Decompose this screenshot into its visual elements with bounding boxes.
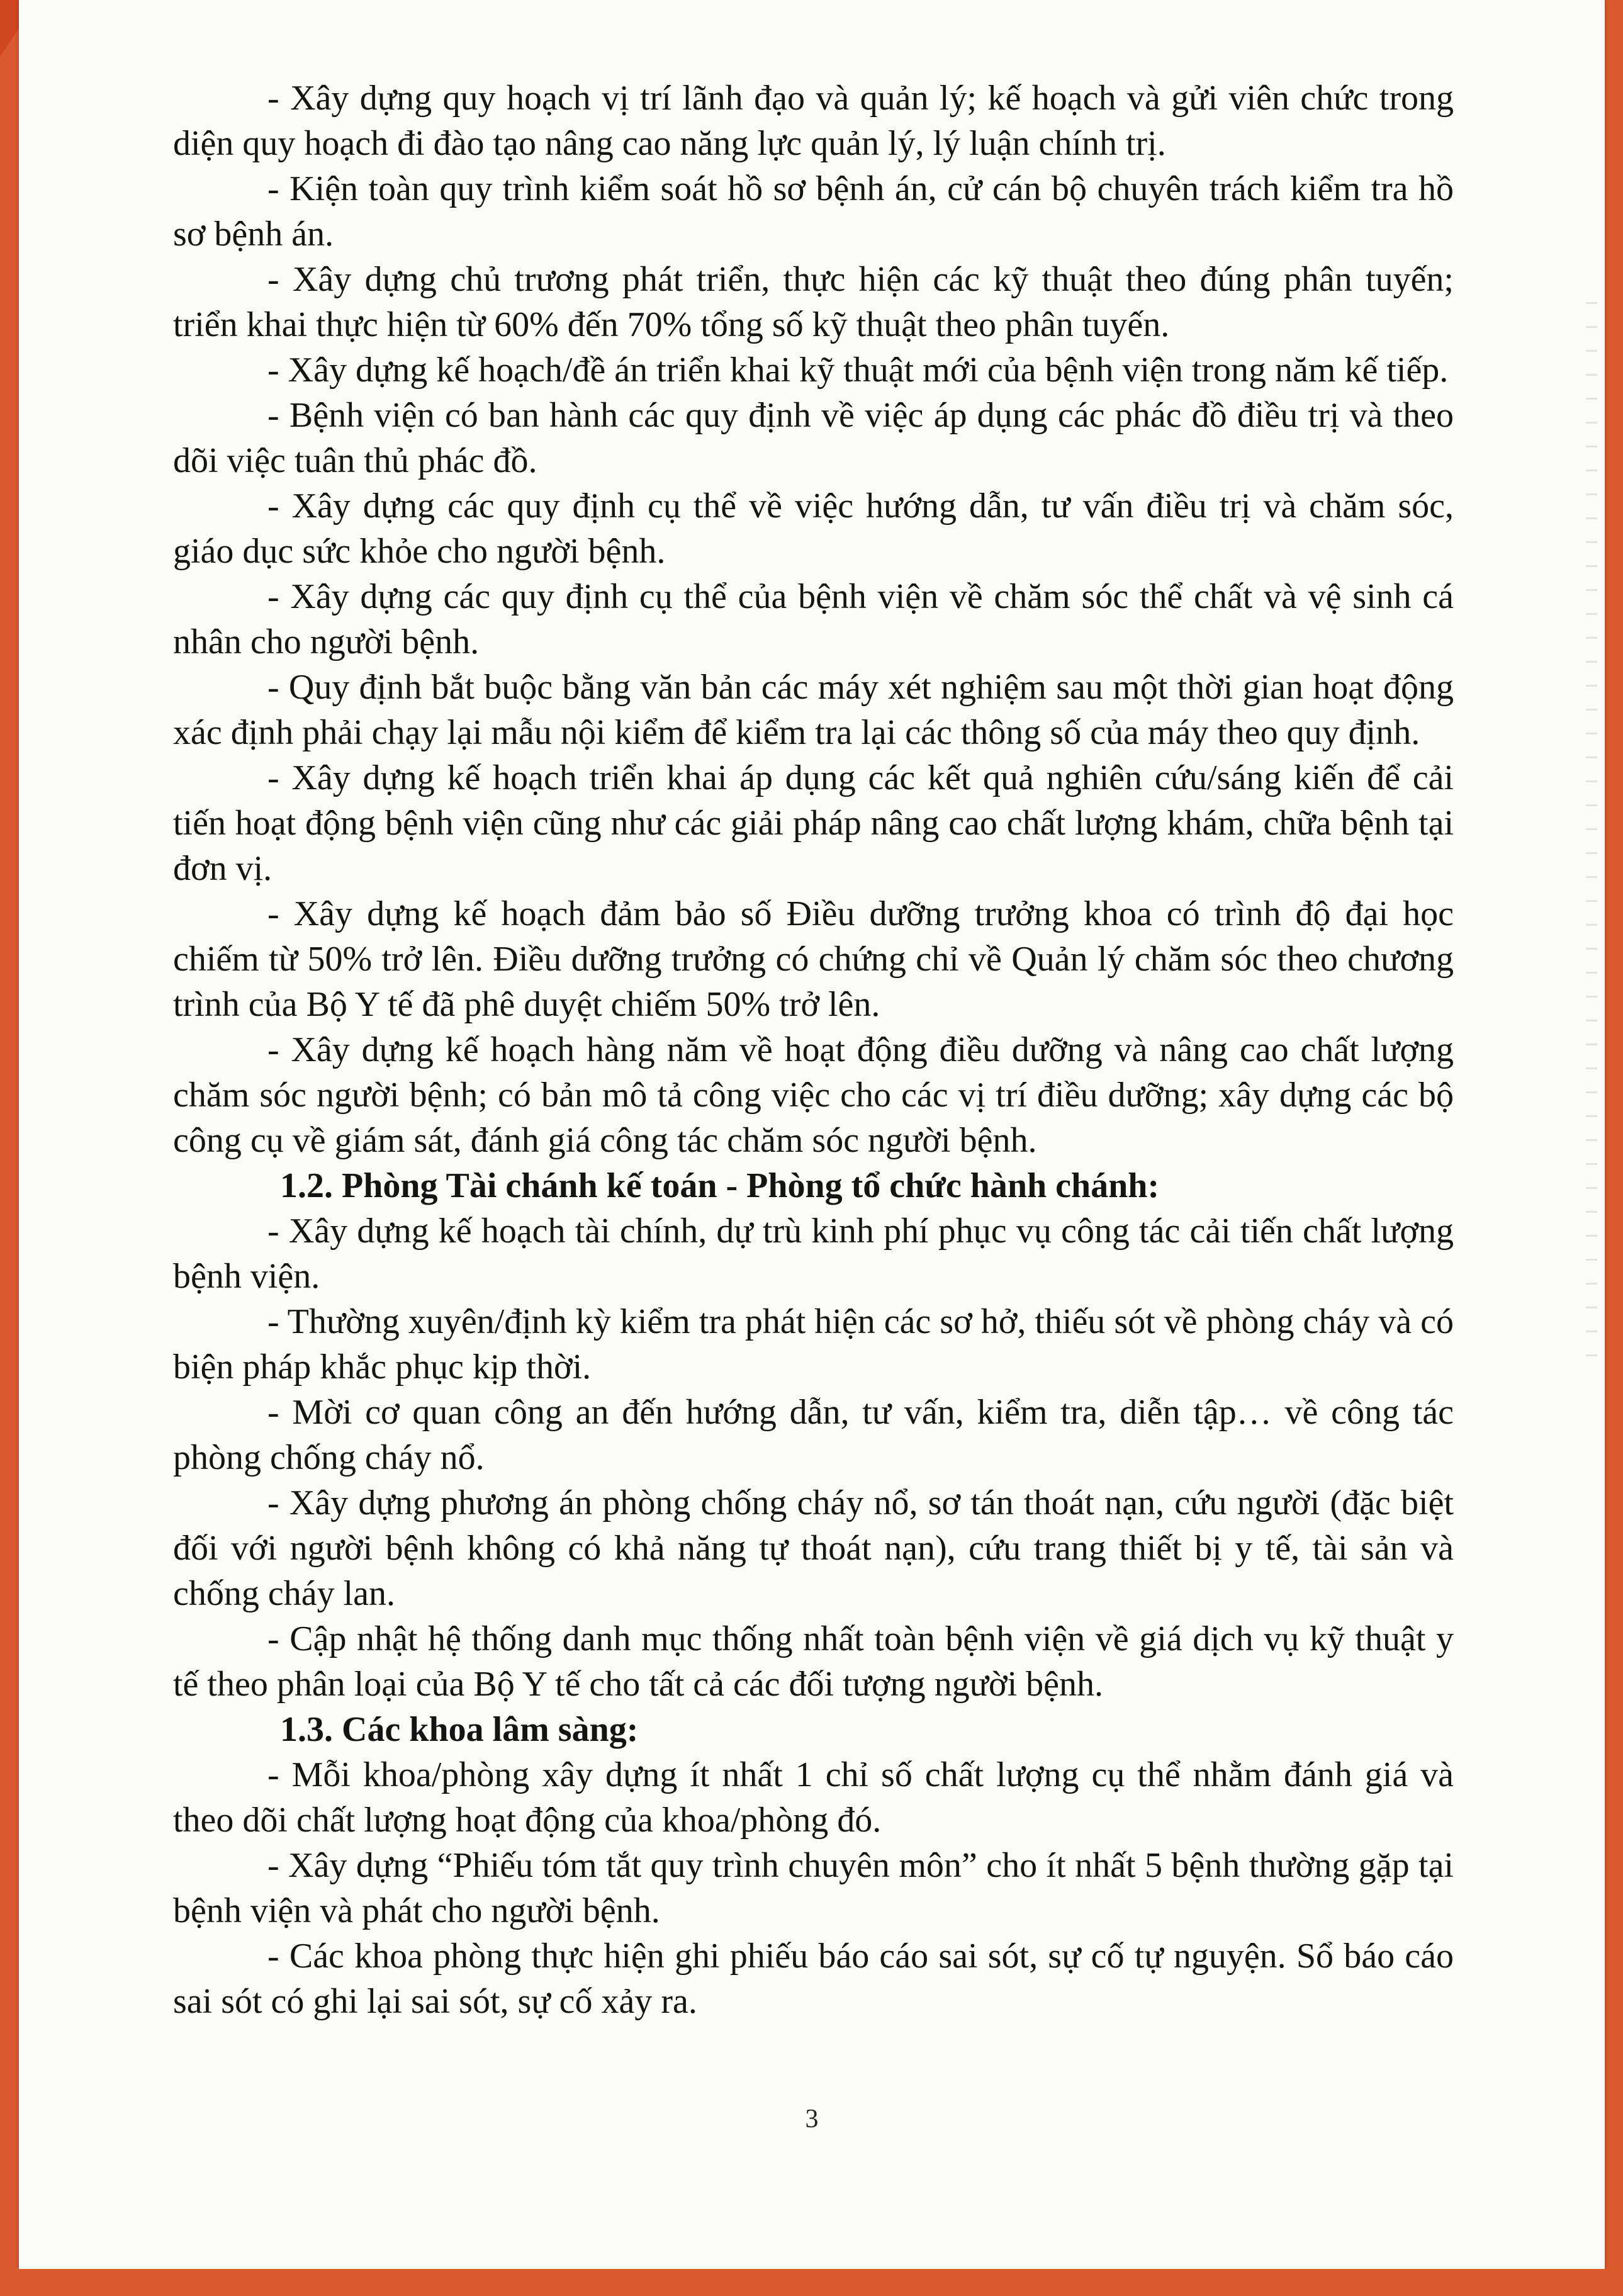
list-item: - Kiện toàn quy trình kiểm soát hồ sơ bệnh án, cử cán bộ chuyên trách kiểm tra hồ sơ bệnh án. bbox=[173, 169, 1454, 254]
list-item: - Xây dựng kế hoạch đảm bảo số Điều dưỡng trưởng khoa có trình độ đại học chiếm từ 50% trở lên. Điều dưỡng trưởng có chứng chỉ về Quản lý chăm sóc theo chương trình của Bộ Y tế đã phê duyệt chiếm 50% trở lên. bbox=[173, 894, 1454, 1024]
list-item: - Quy định bắt buộc bằng văn bản các máy xét nghiệm sau một thời gian hoạt động xác định phải chạy lại mẫu nội kiểm để kiểm tra lại các thông số của máy theo quy định. bbox=[173, 668, 1454, 752]
section-heading: 1.3. Các khoa lâm sàng: bbox=[280, 1710, 639, 1749]
document-body bbox=[173, 76, 1454, 2024]
list-item: - Xây dựng kế hoạch hàng năm về hoạt động điều dưỡng và nâng cao chất lượng chăm sóc người bệnh; có bản mô tả công việc cho các vị trí điều dưỡng; xây dựng các bộ công cụ về giám sát, đánh giá công tác chăm sóc người bệnh. bbox=[173, 1030, 1454, 1160]
list-item: - Xây dựng kế hoạch/đề án triển khai kỹ thuật mới của bệnh viện trong năm kế tiếp. bbox=[267, 351, 1449, 390]
list-item: - Xây dựng các quy định cụ thể về việc hướng dẫn, tư vấn điều trị và chăm sóc, giáo dục sức khỏe cho người bệnh. bbox=[173, 487, 1454, 571]
list-item: - Các khoa phòng thực hiện ghi phiếu báo cáo sai sót, sự cố tự nguyện. Sổ báo cáo sai sót có ghi lại sai sót, sự cố xảy ra. bbox=[173, 1937, 1454, 2021]
document-page bbox=[19, 0, 1605, 2269]
section-heading: 1.2. Phòng Tài chánh kế toán - Phòng tổ chức hành chánh: bbox=[280, 1166, 1160, 1205]
list-item: - Xây dựng chủ trương phát triển, thực hiện các kỹ thuật theo đúng phân tuyến; triển khai thực hiện từ 60% đến 70% tổng số kỹ thuật theo phân tuyến. bbox=[173, 260, 1454, 344]
list-item: - Xây dựng quy hoạch vị trí lãnh đạo và quản lý; kế hoạch và gửi viên chức trong diện quy hoạch đi đào tạo nâng cao năng lực quản lý, lý luận chính trị. bbox=[173, 79, 1454, 163]
scan-edge-marks bbox=[1586, 302, 1597, 1372]
list-item: - Thường xuyên/định kỳ kiểm tra phát hiện các sơ hở, thiếu sót về phòng cháy và có biện pháp khắc phục kịp thời. bbox=[173, 1302, 1454, 1387]
list-item: - Bệnh viện có ban hành các quy định về việc áp dụng các phác đồ điều trị và theo dõi việc tuân thủ phác đồ. bbox=[173, 396, 1454, 480]
list-item: - Xây dựng kế hoạch triển khai áp dụng các kết quả nghiên cứu/sáng kiến để cải tiến hoạt động bệnh viện cũng như các giải pháp nâng cao chất lượng khám, chữa bệnh tại đơn vị. bbox=[173, 758, 1454, 888]
list-item: - Mời cơ quan công an đến hướng dẫn, tư vấn, kiểm tra, diễn tập… về công tác phòng chống cháy nổ. bbox=[173, 1393, 1454, 1477]
list-item: - Xây dựng các quy định cụ thể của bệnh viện về chăm sóc thể chất và vệ sinh cá nhân cho người bệnh. bbox=[173, 577, 1454, 661]
list-item: - Xây dựng “Phiếu tóm tắt quy trình chuyên môn” cho ít nhất 5 bệnh thường gặp tại bệnh viện và phát cho người bệnh. bbox=[173, 1846, 1454, 1930]
list-item: - Xây dựng kế hoạch tài chính, dự trù kinh phí phục vụ công tác cải tiến chất lượng bệnh viện. bbox=[173, 1212, 1454, 1296]
list-item: - Cập nhật hệ thống danh mục thống nhất toàn bệnh viện về giá dịch vụ kỹ thuật y tế theo phân loại của Bộ Y tế cho tất cả các đối tượng người bệnh. bbox=[173, 1619, 1454, 1704]
background-strip bbox=[0, 2269, 1623, 2296]
list-item: - Mỗi khoa/phòng xây dựng ít nhất 1 chỉ số chất lượng cụ thể nhằm đánh giá và theo dõi chất lượng hoạt động của khoa/phòng đó. bbox=[173, 1755, 1454, 1840]
list-item: - Xây dựng phương án phòng chống cháy nổ, sơ tán thoát nạn, cứu người (đặc biệt đối với người bệnh không có khả năng tự thoát nạn), cứu trang thiết bị y tế, tài sản và chống cháy lan. bbox=[173, 1483, 1454, 1613]
page-number: 3 bbox=[805, 2105, 819, 2134]
